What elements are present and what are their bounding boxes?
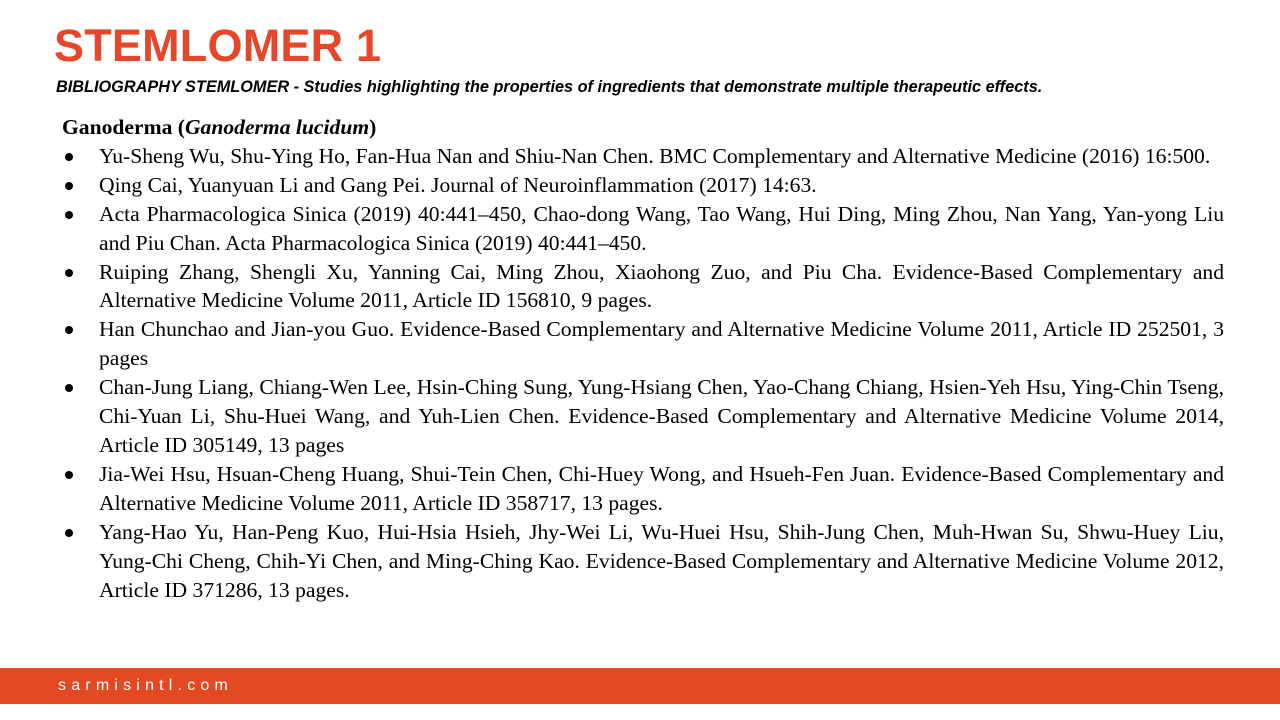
bullet-icon [65, 529, 73, 537]
reference-text: Yu-Sheng Wu, Shu-Ying Ho, Fan-Hua Nan and Shiu-Nan Chen. BMC Complementary and Alternative Medicine (2016) 16:500. [99, 143, 1211, 168]
reference-item [62, 373, 1224, 460]
reference-item [62, 171, 1224, 200]
reference-item [62, 258, 1224, 316]
reference-item [62, 142, 1224, 171]
reference-text: Jia-Wei Hsu, Hsuan-Cheng Huang, Shui-Tein Chen, Chi-Huey Wong, and Hsueh-Fen Juan. Evidence-Based Complementary and Alternative Medicine Volume 2011, Article ID 358717, 13 pages. [99, 461, 1224, 515]
page-title: STEMLOMER 1 [54, 20, 382, 71]
reference-text: Han Chunchao and Jian-you Guo. Evidence-Based Complementary and Alternative Medicine Volume 2011, Article ID 252501, 3 pages [99, 317, 1224, 371]
reference-text: Acta Pharmacologica Sinica (2019) 40:441–450, Chao-dong Wang, Tao Wang, Hui Ding, Ming Zhou, Nan Yang, Yan-yong Liu and Piu Chan. Acta Pharmacologica Sinica (2019) 40:441–450. [99, 201, 1224, 255]
reference-text: Qing Cai, Yuanyuan Li and Gang Pei. Journal of Neuroinflammation (2017) 14:63. [99, 172, 817, 197]
reference-text: Yang-Hao Yu, Han-Peng Kuo, Hui-Hsia Hsieh, Jhy-Wei Li, Wu-Huei Hsu, Shih-Jung Chen, Muh-Hwan Su, Shwu-Huey Liu, Yung-Chi Cheng, Chih-Yi Chen, and Ming-Ching Kao. Evidence-Based Complementary and Alternative Medicine Volume 2012, Article ID 371286, 13 pages. [99, 519, 1224, 602]
bullet-icon [65, 153, 73, 161]
bullet-icon [65, 471, 73, 479]
bullet-icon [65, 211, 73, 219]
page-subtitle: BIBLIOGRAPHY STEMLOMER - Studies highlighting the properties of ingredients that demonstrate multiple therapeutic effects. [56, 78, 1043, 96]
heading-latin-name: Ganoderma lucidum [184, 115, 370, 139]
reference-text: Chan-Jung Liang, Chiang-Wen Lee, Hsin-Ching Sung, Yung-Hsiang Chen, Yao-Chang Chiang, Hsien-Yeh Hsu, Ying-Chin Tseng, Chi-Yuan Li, Shu-Huei Wang, and Yuh-Lien Chen. Evidence-Based Complementary and Alternative Medicine Volume 2014, Article ID 305149, 13 pages [99, 375, 1224, 457]
bullet-icon [65, 326, 73, 334]
bullet-icon [65, 384, 73, 392]
bullet-icon [65, 269, 73, 277]
section-heading [62, 113, 1224, 142]
reference-item [62, 200, 1224, 258]
reference-item [62, 315, 1224, 373]
reference-item [62, 518, 1224, 605]
reference-item [62, 460, 1224, 518]
bullet-icon [65, 182, 73, 190]
heading-close: ) [369, 115, 377, 139]
footer-website: sarmisintl.com [58, 677, 234, 694]
reference-list [62, 142, 1224, 605]
heading-name: Ganoderma ( [62, 115, 185, 139]
bibliography-section [62, 113, 1224, 604]
footer-bar [0, 668, 1280, 704]
reference-text: Ruiping Zhang, Shengli Xu, Yanning Cai, Ming Zhou, Xiaohong Zuo, and Piu Cha. Evidence-Based Complementary and Alternative Medicine Volume 2011, Article ID 156810, 9 pages. [99, 259, 1224, 313]
